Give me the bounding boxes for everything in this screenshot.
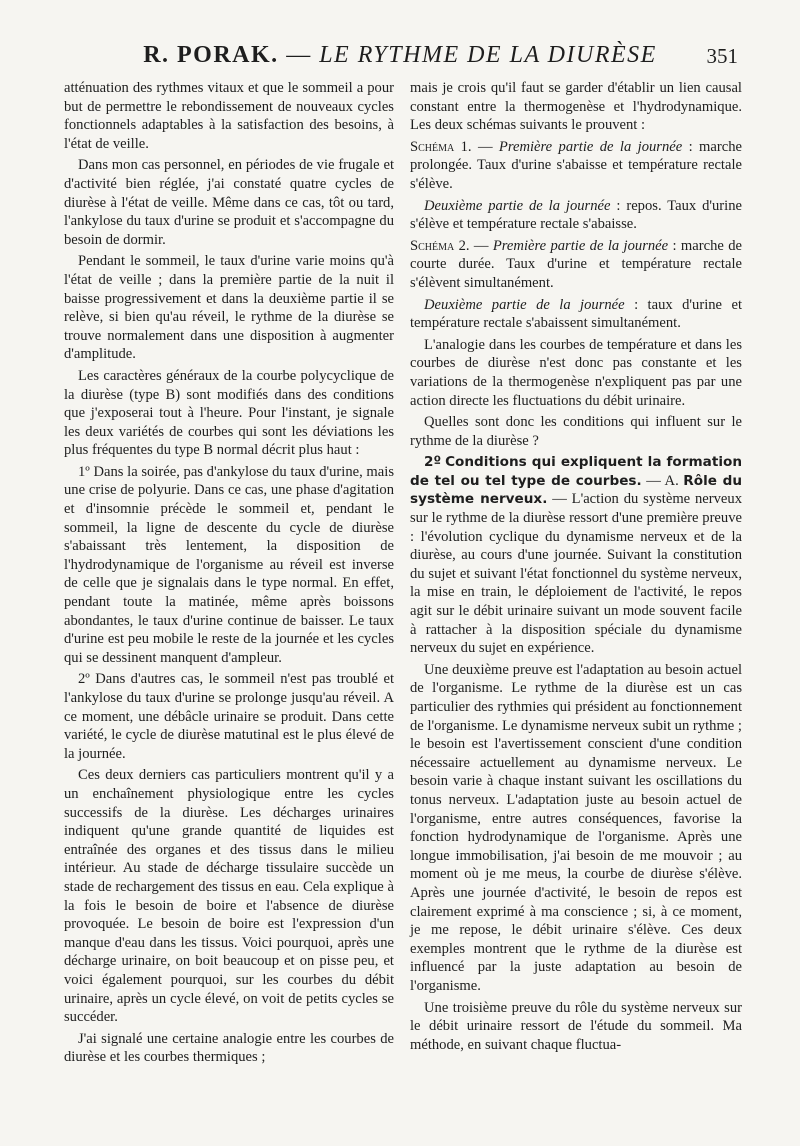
schema-part-title: Deuxième partie de la journée [424,197,611,214]
subsection-heading: Rôle du système nerveux. [410,472,742,508]
paragraph: Une deuxième preuve est l'adaptation au besoin actuel de l'organisme. Le rythme de la diurèse est un cas particulier des rythmies qui président au fonctionnement de l'organisme. Le dynamisme nerveux subit un rythme ; le besoin est l'avertissement conscient d'une condition nécessaire actuellement au dynamisme nerveux. Le besoin varie à chaque instant suivant les oscillations du tonus nerveux. L'adaptation juste au besoin actuel de l'organisme, entre autres conséquences, favorise la fonction hydrodynamique de l'organisme. Après une longue immobilisation, j'ai besoin de me mouvoir ; au moment où je me meus, la courbe de diurèse s'élève. Après une journée d'activité, le besoin de repos est clairement exprimé à ma conscience ; si, à ce moment, je me repose, le débit urinaire s'élève. Ces deux exemples montrent que le rythme de la diurèse est influencé par la juste adaptation au besoin de l'organisme. [410,661,742,994]
running-head-title [62,42,738,69]
paragraph: Ces deux derniers cas particuliers montrent qu'il y a un enchaînement physiologique entre les cycles successifs de la diurèse. Les décharges urinaires indiquent qu'une grande quantité de liquides est entraînée des organes et des tissus dans le milieu intérieur. Au stade de décharge tissulaire succède un stade de rechargement des tissus en eau. Cela explique à la fois le besoin de boire et l'absence de diurèse provoquée. Le besoin de boire est l'expression d'un manque d'eau dans les tissus. Voici pourquoi, après une décharge urinaire, on boit beaucoup et on pisse peu, et voici également pourquoi, sur les courbes du débit urinaire, après un cycle élevé, on voit de petits cycles se succéder. [64,767,394,1026]
schema-2-part-1 [410,237,742,293]
running-title: LE RYTHME DE LA DIURÈSE [319,42,657,68]
schema-dash: — [471,138,499,155]
paragraph: atténuation des rythmes vitaux et que le sommeil a pour but de permettre le rebondissement de nouveaux cycles fonctionnels adaptables à la satisfaction des besoins, à l'état de veille. [64,80,394,152]
left-column [64,79,394,1067]
paragraph: mais je crois qu'il faut se garder d'établir un lien causal constant entre la thermogenèse et l'hydrodynamique. Les deux schémas suivants le prouvent : [410,80,742,134]
paragraph: Pendant le sommeil, le taux d'urine varie moins qu'à l'état de veille ; dans la première partie de la nuit il baisse progressivement et dans la deuxième partie il se relève, si bien qu'au réveil, le rythme de la diurèse se trouve normalement dans une disposition à augmenter d'amplitude. [64,253,394,363]
section-text: — L'action du système nerveux sur le rythme de la diurèse ressort d'une première preuve : l'évolution cyclique du dynamisme nerveux et de la diurèse, au cours d'une journée. Suivant la constitution du sujet et suivant l'état fonctionnel du système nerveux, la mise en train, le déploiement de l'activité, le repos agit sur le débit urinaire suivant un mode souvent facile à rattacher à la disposition spéciale du dynamisme nerveux du sujet en expérience. [410,491,743,657]
schema-label: Schéma 2. [410,237,470,254]
schema-part-title: Deuxième partie de la journée [424,296,625,313]
paragraph: Les caractères généraux de la courbe polycyclique de la diurèse (type B) sont modifiés dans des conditions que j'exposerai tout à l'heure. Pour l'instant, je signale les deux variétés de courbes qui sont les déviations les plus fréquentes du type B normal décrit plus haut : [64,367,394,459]
author-name: R. PORAK. [143,42,279,68]
schema-text: : repos. Taux d'urine s'élève et température rectale s'abaisse. [410,197,742,233]
paragraph: 1º Dans la soirée, pas d'ankylose du taux d'urine, mais une crise de polyurie. Dans ce cas, une phase d'agitation et d'insomnie précède le sommeil et, pendant le sommeil, la ligne de descente du cycle de diurèse s'abaissant très lentement, la disposition de l'hydrodynamique de l'organisme au réveil est inverse de celle que je signalais dans le type normal. En effet, pendant toute la matinée, même après boissons abondantes, le taux d'urine continue de baisser. Le taux d'urine est peu mobile le reste de la journée et les cycles qui se dessinent manquent d'ampleur. [64,463,394,666]
paragraph: Quelles sont donc les conditions qui influent sur le rythme de la diurèse ? [410,414,742,449]
page-number: 351 [706,44,738,68]
schema-part-title: Première partie de la journée [498,138,683,155]
section-heading: Conditions qui expliquent la formation de tel ou tel type de courbes. [410,454,742,489]
schema-text: : marche prolongée. Taux d'urine s'abaisse et température rectale s'élève. [410,138,742,192]
header-separator: — [286,42,312,68]
schema-1-part-1 [410,138,742,194]
paragraph: Une troisième preuve du rôle du système nerveux sur le débit urinaire ressort de l'étude du sommeil. Ma méthode, en suivant chaque fluctua- [410,999,742,1053]
section-heading-paragraph [410,453,742,658]
schema-part-title: Première partie de la journée [492,237,669,254]
running-head [62,40,738,80]
schema-dash: — [469,237,493,254]
schema-label: Schéma 1. [410,138,472,155]
schema-1-part-2 [410,197,742,234]
section-number: 2º [424,454,442,471]
subsection-separator: — A. [641,472,684,489]
schema-text: : taux d'urine et température rectale s'abaissent simultanément. [410,296,742,332]
schema-text: : marche de courte durée. Taux d'urine et température rectale s'élèvent simultanément. [410,237,742,291]
paragraph: L'analogie dans les courbes de température et dans les courbes de diurèse n'est donc pas constante et les variations de la thermogenèse n'expliquent pas par une action directe les fluctuations du débit urinaire. [410,336,742,409]
paragraph: Dans mon cas personnel, en périodes de vie frugale et d'activité bien réglée, j'ai constaté quatre cycles de diurèse à l'état de veille. Même dans ce cas, tôt ou tard, l'ankylose du taux d'urine se produit et s'accompagne du besoin de dormir. [64,157,394,248]
schema-2-part-2 [410,296,742,333]
right-column [410,79,742,1054]
paragraph: J'ai signalé une certaine analogie entre les courbes de diurèse et les courbes thermiques ; [64,1030,394,1066]
paragraph: 2º Dans d'autres cas, le sommeil n'est pas troublé et l'ankylose du taux d'urine se prolonge jusqu'au réveil. A ce moment, une débâcle urinaire se produit. Dans cette variété, le cycle de diurèse matutinal est le plus élevé de la journée. [64,671,394,762]
